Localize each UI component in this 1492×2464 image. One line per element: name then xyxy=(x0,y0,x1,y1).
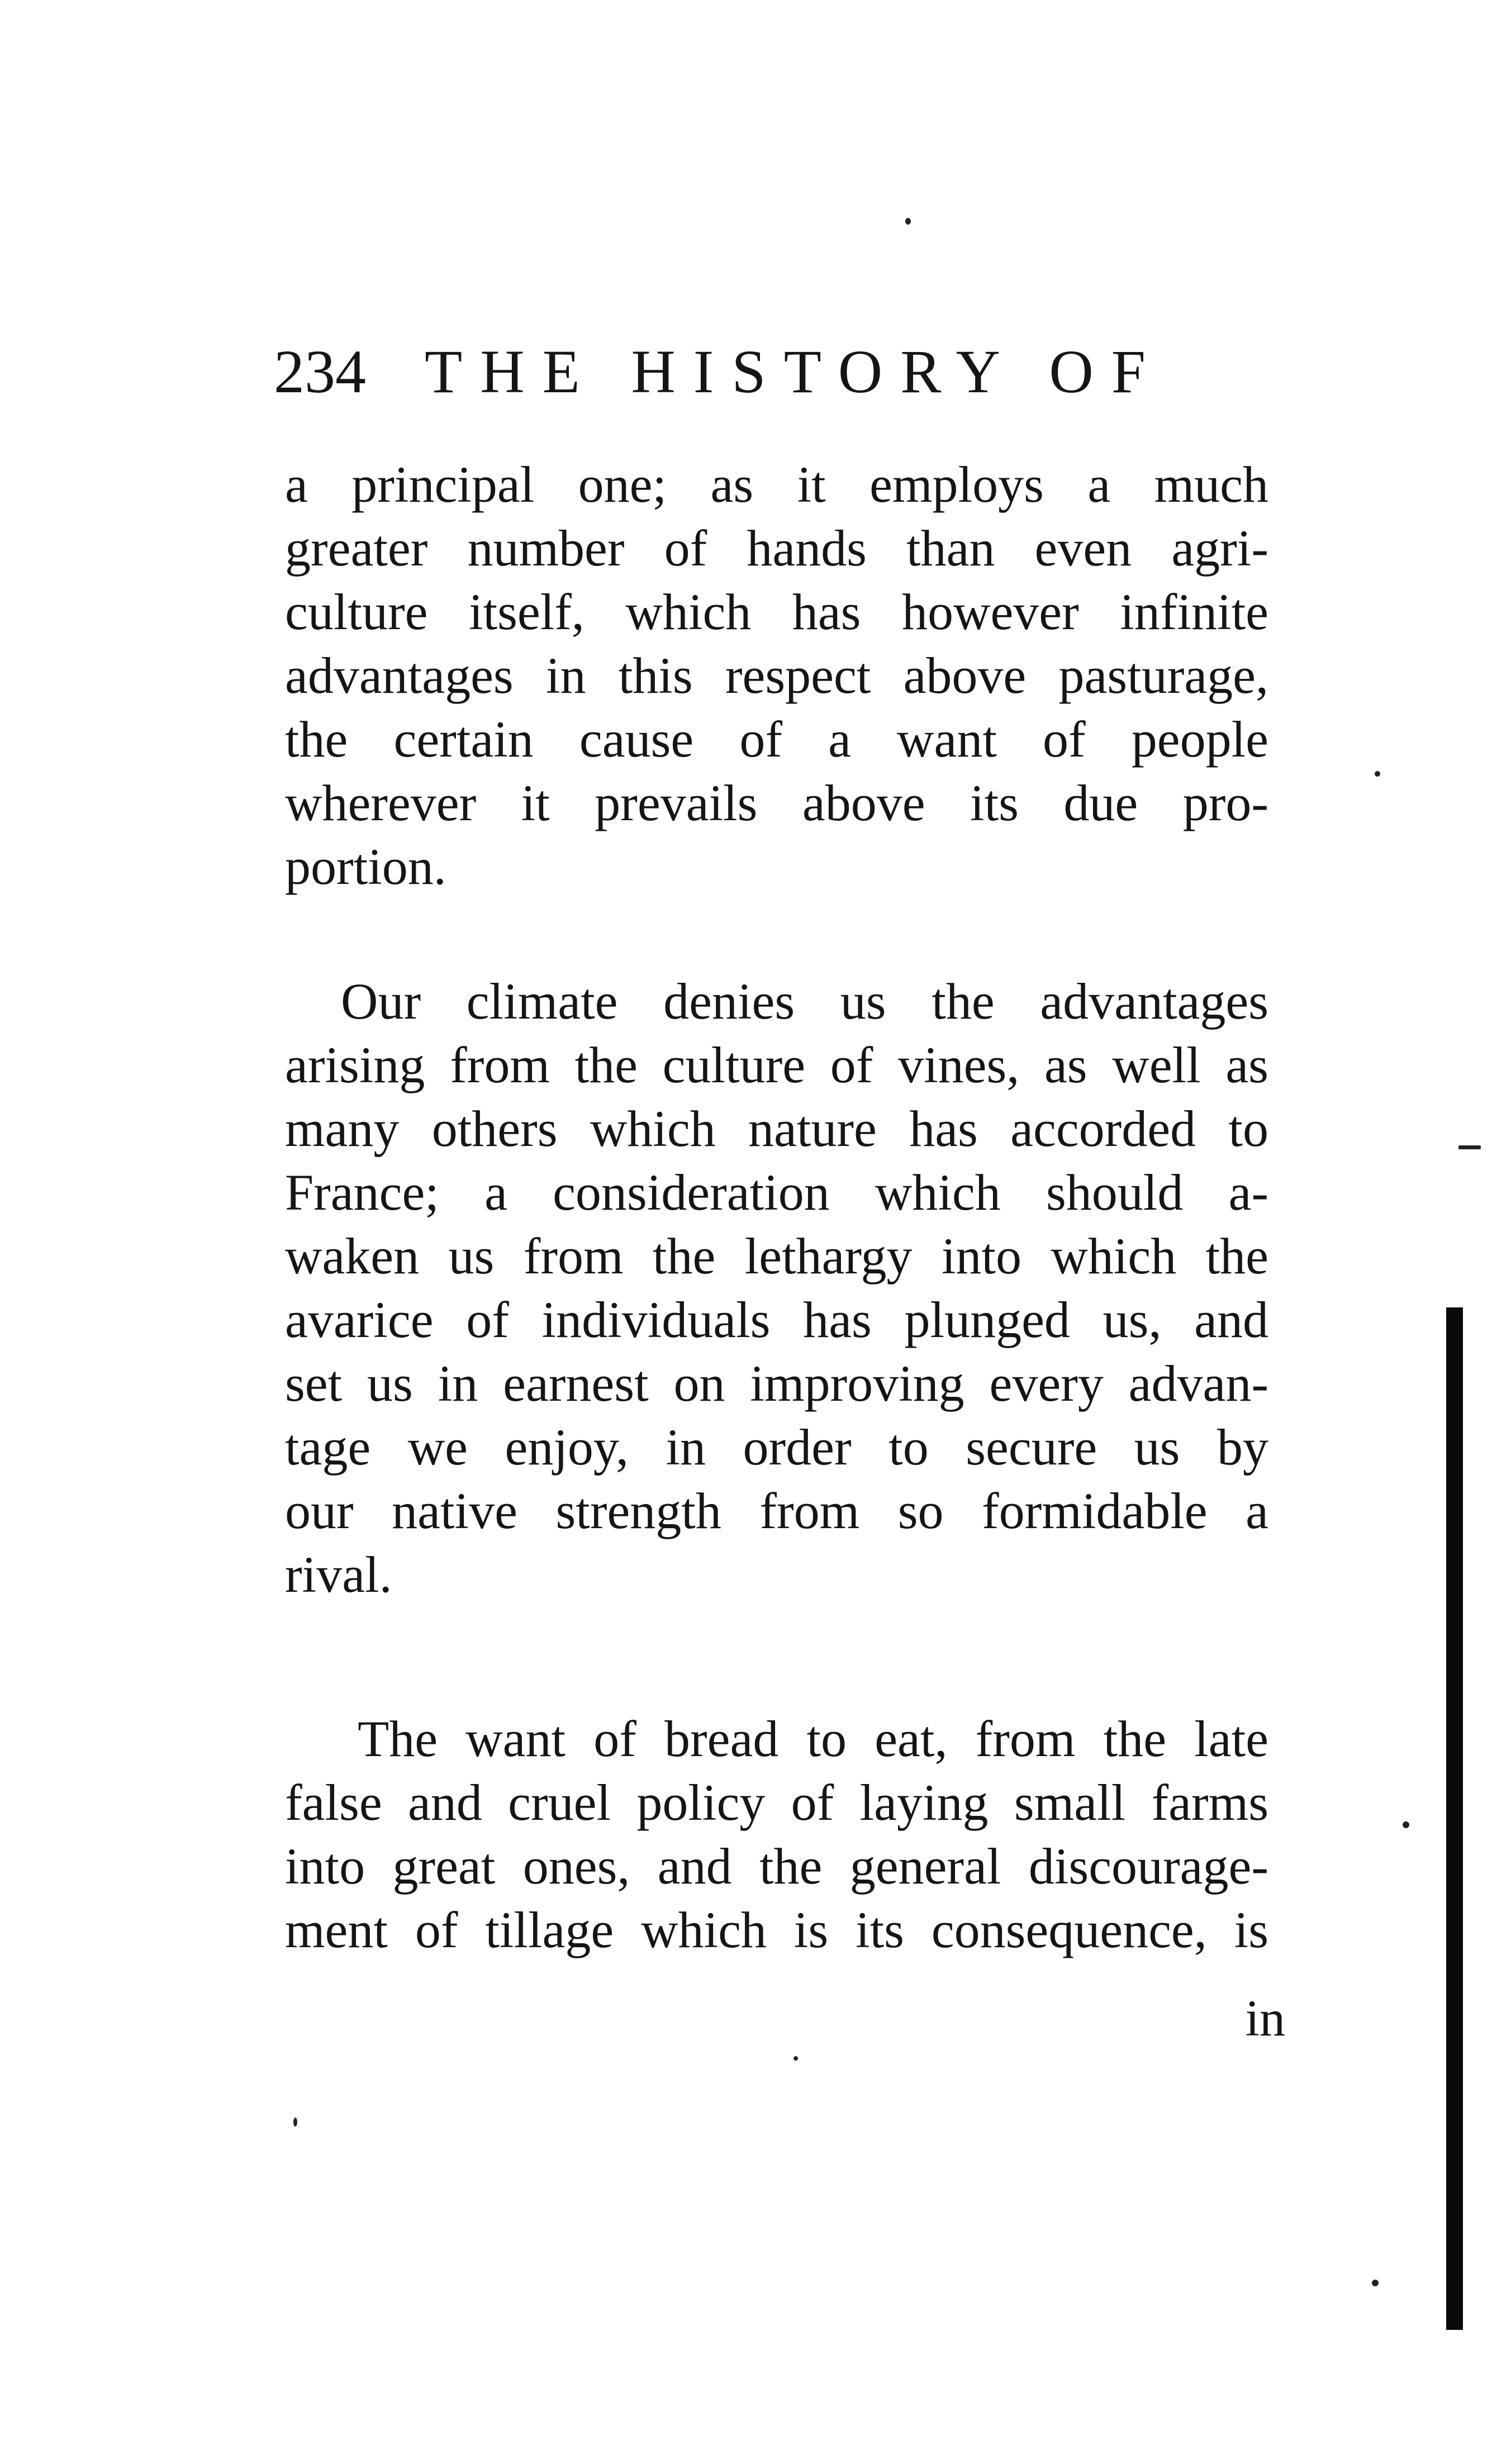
text-line: false and cruel policy of laying small farms xyxy=(285,1774,1268,1831)
page-header xyxy=(274,335,1280,408)
scan-speck xyxy=(1458,1145,1481,1149)
scan-speck xyxy=(1372,2280,1379,2286)
text-line: waken us from the lethargy into which the xyxy=(285,1228,1268,1285)
text-line: arising from the culture of vines, as well as xyxy=(285,1036,1268,1093)
text-line: rival. xyxy=(285,1546,392,1603)
scan-speck xyxy=(1375,771,1380,777)
text-line: The want of bread to eat, from the late xyxy=(358,1710,1268,1767)
scan-speck xyxy=(905,218,911,225)
paragraph-2 xyxy=(285,969,1268,1606)
text-line: advantages in this respect above pasturage, xyxy=(285,647,1268,704)
text-line: a principal one; as it employs a much xyxy=(285,456,1268,513)
text-line: Our climate denies us the advantages xyxy=(341,973,1268,1030)
text-line: our native strength from so formidable a xyxy=(285,1482,1268,1539)
text-line: avarice of individuals has plunged us, and xyxy=(285,1291,1268,1348)
scan-speck xyxy=(293,2118,297,2127)
text-line: portion. xyxy=(285,838,446,895)
text-line: the certain cause of a want of people xyxy=(285,711,1268,768)
text-line: set us in earnest on improving every advan- xyxy=(285,1355,1268,1412)
running-head: THE HISTORY OF xyxy=(425,337,1163,406)
paragraph-3 xyxy=(285,1707,1268,1962)
scan-edge-shadow xyxy=(1446,1307,1463,2330)
scan-speck xyxy=(793,2056,798,2061)
text-line: tage we enjoy, in order to secure us by xyxy=(285,1419,1268,1476)
scan-speck xyxy=(1403,1821,1409,1828)
text-line: France; a consideration which should a- xyxy=(285,1164,1268,1221)
page-number: 234 xyxy=(274,337,366,406)
text-line: many others which nature has accorded to xyxy=(285,1100,1268,1157)
paragraph-1 xyxy=(285,453,1268,898)
text-line: wherever it prevails above its due pro- xyxy=(285,774,1268,831)
text-line: into great ones, and the general discourage- xyxy=(285,1838,1268,1895)
text-line: greater number of hands than even agri- xyxy=(285,520,1268,577)
text-line: ment of tillage which is its consequence, is xyxy=(285,1901,1268,1958)
text-line: culture itself, which has however infinite xyxy=(285,583,1268,640)
catchword: in xyxy=(1245,1990,1285,2047)
